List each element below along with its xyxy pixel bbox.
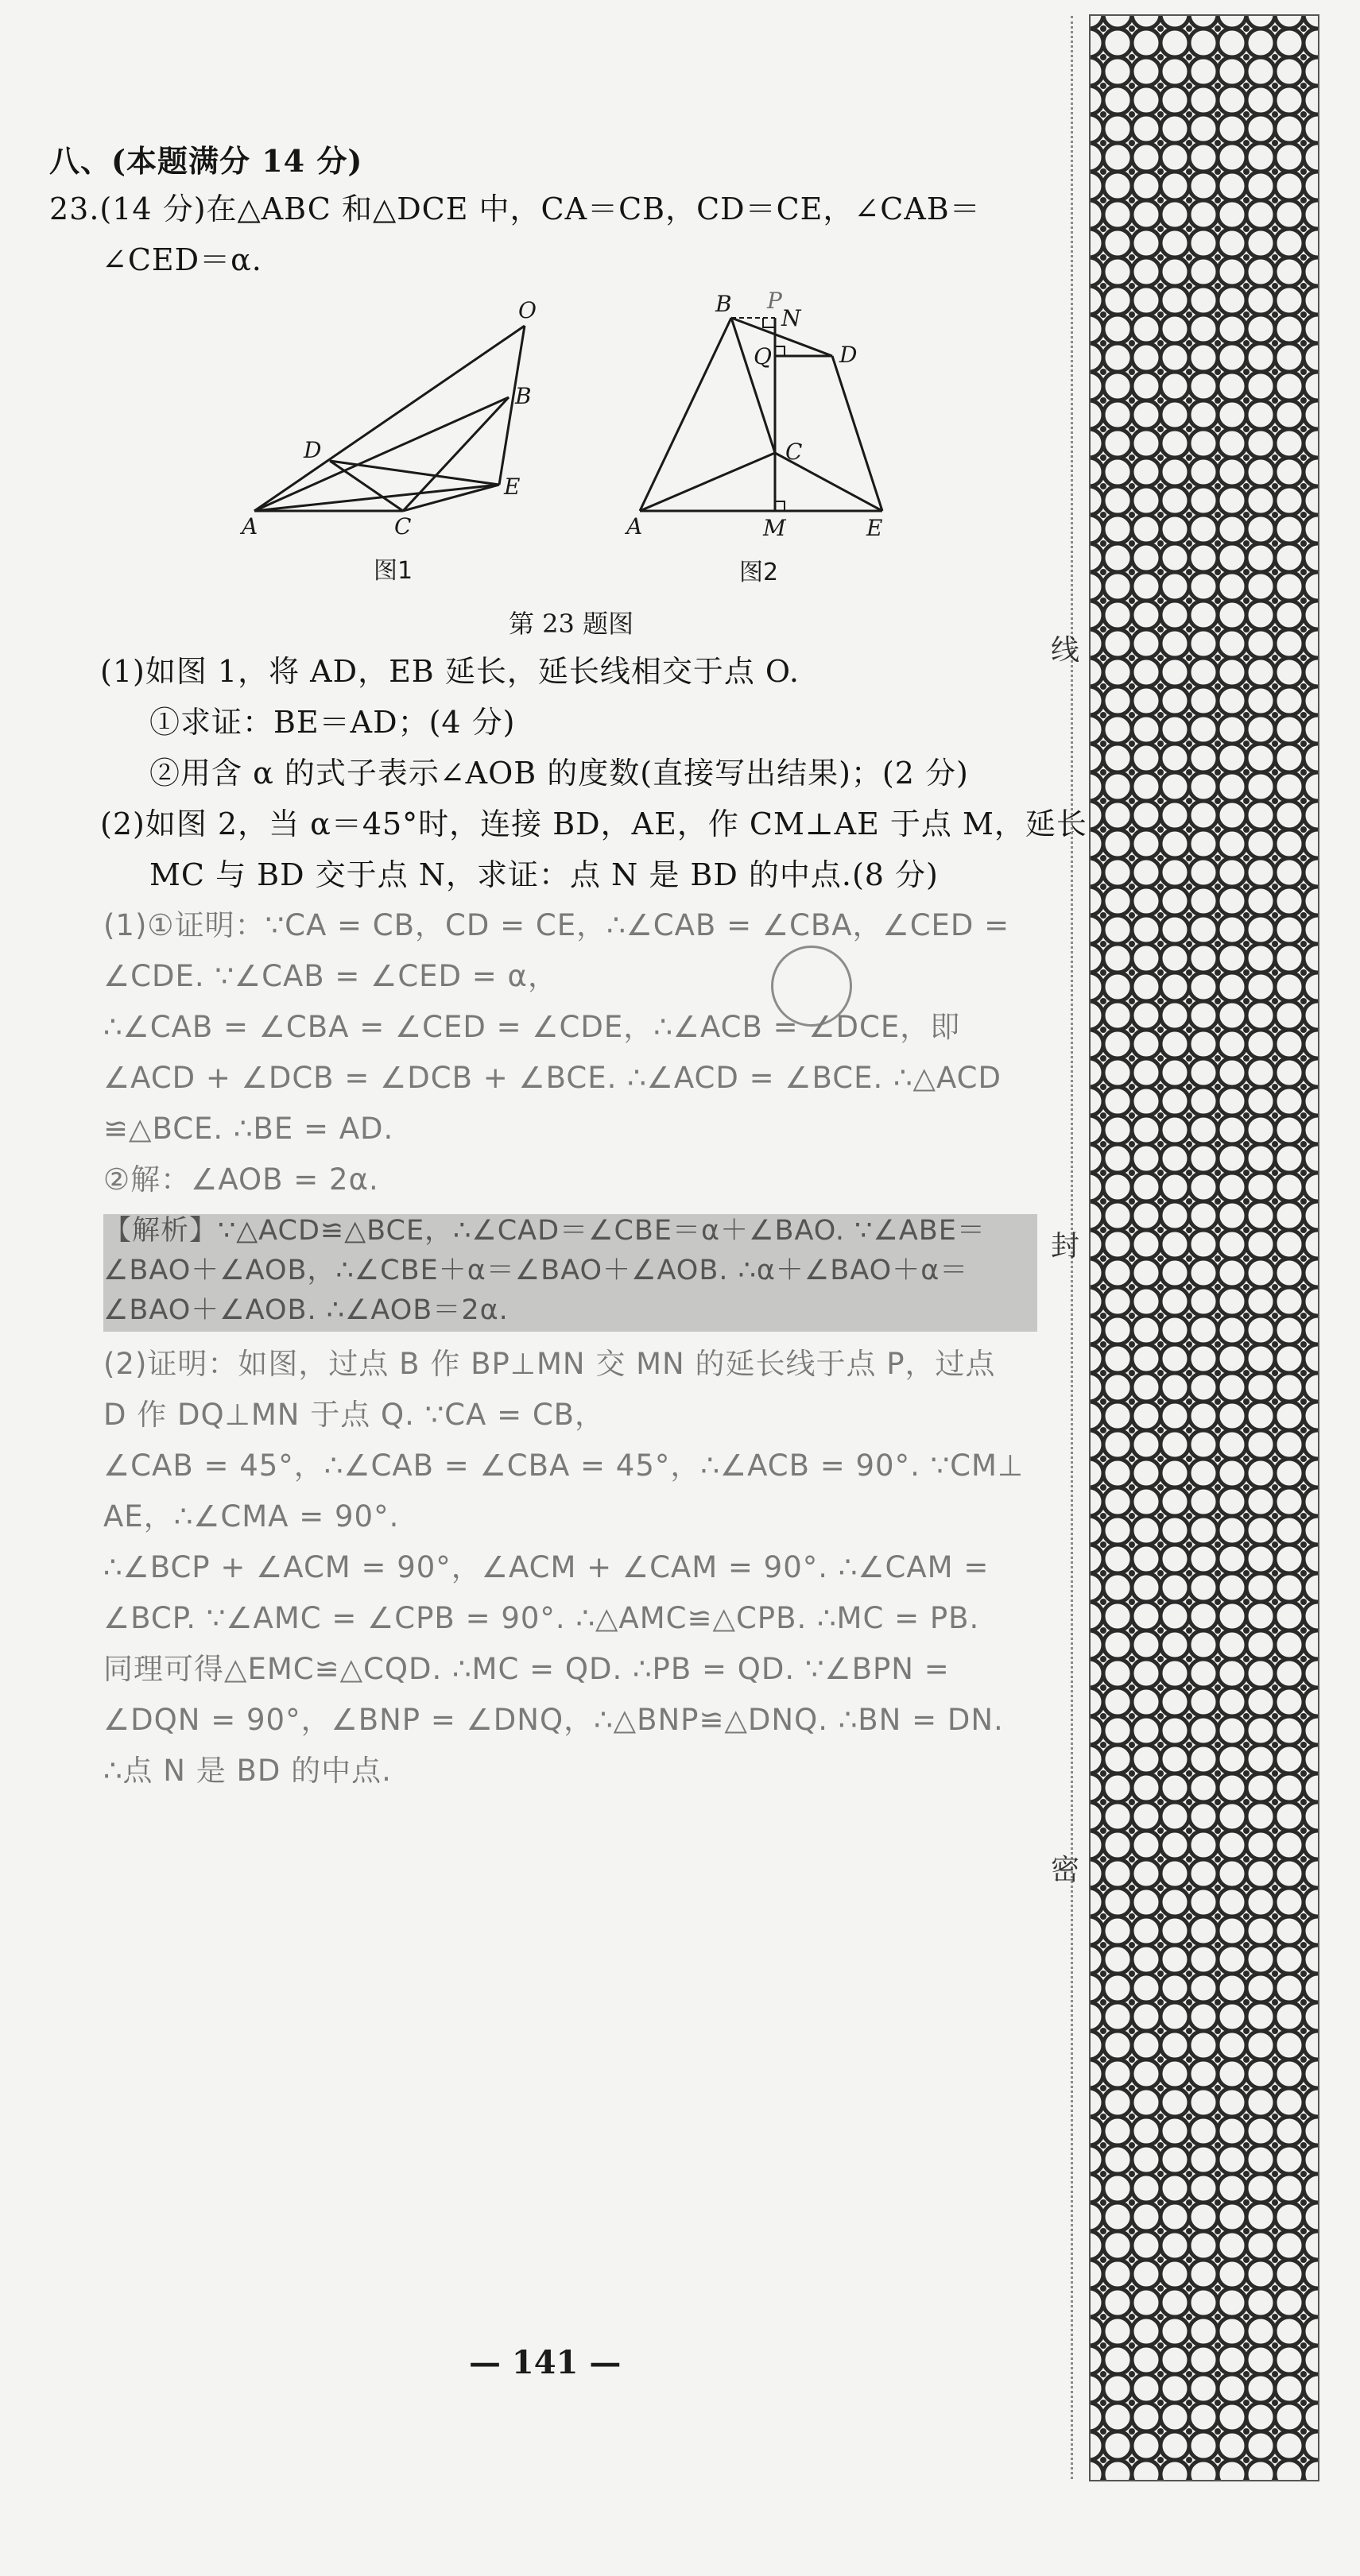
fig2-label-P: P [767, 288, 782, 314]
figure-caption: 第 23 题图 [509, 609, 634, 639]
answer2-line-2: D 作 DQ⊥MN 于点 Q. ∵CA = CB， [103, 1398, 606, 1432]
analysis-line-1: 【解析】∵△ACD≌△BCE，∴∠CAD＝∠CBE＝α＋∠BAO. ∵∠ABE＝ [103, 1215, 986, 1247]
answer2-line-7: 同理可得△EMC≌△CQD. ∴MC = QD. ∴PB = QD. ∵∠BPN = [103, 1652, 950, 1686]
answer2-line-8: ∠DQN = 90°，∠BNP = ∠DNQ，∴△BNP≌△DNQ. ∴BN = DN. [103, 1703, 1004, 1737]
answer2-line-9: ∴点 N 是 BD 的中点. [103, 1754, 392, 1788]
fig2-label-E: E [866, 515, 883, 541]
fig2-label-C: C [785, 439, 803, 465]
figure-2-caption: 图2 [739, 559, 779, 586]
section-header: 八、(本题满分 14 分) [49, 143, 363, 179]
fig2-label-N: N [781, 305, 801, 331]
question-2: (2)如图 2，当 α＝45°时，连接 BD，AE，作 CM⊥AE 于点 M，延长 [100, 806, 1087, 841]
fig1-label-C: C [394, 513, 412, 540]
fig2-label-A: A [626, 513, 643, 540]
figure-1 [231, 294, 564, 588]
fig2-label-Q: Q [754, 343, 772, 369]
figure-2 [620, 286, 922, 588]
analysis-line-2: ∠BAO＋∠AOB，∴∠CBE＋α＝∠BAO＋∠AOB. ∴α＋∠BAO＋α＝ [103, 1255, 969, 1286]
answer-line-3: ∴∠CAB = ∠CBA = ∠CED = ∠CDE，∴∠ACB = ∠DCE，即 [103, 1010, 961, 1044]
fig2-label-M: M [763, 515, 786, 541]
answer2-line-6: ∠BCP. ∵∠AMC = ∠CPB = 90°. ∴△AMC≌△CPB. ∴MC = PB. [103, 1601, 980, 1635]
side-label-line: 线 [1050, 634, 1079, 667]
answer-line-4: ∠ACD + ∠DCB = ∠DCB + ∠BCE. ∴∠ACD = ∠BCE. ∴△ACD [103, 1061, 1002, 1095]
fig1-label-E: E [504, 474, 521, 500]
fig2-label-B: B [715, 291, 732, 317]
fig1-label-D: D [304, 437, 322, 463]
page-number: — 141 — [469, 2344, 622, 2381]
answer2-line-1: (2)证明：如图，过点 B 作 BP⊥MN 交 MN 的延长线于点 P，过点 [103, 1347, 996, 1381]
answer-line-2: ∠CDE. ∵∠CAB = ∠CED = α， [103, 959, 558, 993]
side-label-secret: 密 [1050, 1854, 1079, 1886]
answer2-line-4: AE，∴∠CMA = 90°. [103, 1499, 400, 1534]
fig1-label-B: B [515, 383, 532, 409]
problem-line-1: 23.(14 分)在△ABC 和△DCE 中，CA＝CB，CD＝CE，∠CAB＝ [49, 191, 981, 226]
answer2-line-3: ∠CAB = 45°，∴∠CAB = ∠CBA = 45°，∴∠ACB = 90°. ∵CM⊥ [103, 1449, 1025, 1483]
question-1-1: ①求证：BE＝AD；(4 分) [149, 705, 516, 740]
question-2-cont: MC 与 BD 交于点 N，求证：点 N 是 BD 的中点.(8 分) [149, 857, 939, 892]
fig1-label-O: O [518, 297, 537, 323]
fig1-label-A: A [242, 513, 258, 540]
analysis-line-3: ∠BAO＋∠AOB. ∴∠AOB＝2α. [103, 1294, 509, 1326]
question-1: (1)如图 1，将 AD，EB 延长，延长线相交于点 O. [100, 654, 800, 689]
answer-line-6: ②解：∠AOB = 2α. [103, 1162, 379, 1197]
answer-line-5: ≌△BCE. ∴BE = AD. [103, 1112, 394, 1146]
figure-1-caption: 图1 [374, 557, 413, 585]
question-1-2: ②用含 α 的式子表示∠AOB 的度数(直接写出结果)；(2 分) [149, 756, 969, 791]
answer-line-1: (1)①证明：∵CA = CB，CD = CE，∴∠CAB = ∠CBA，∠CED = [103, 908, 1010, 942]
side-label-seal: 封 [1050, 1230, 1079, 1263]
decorative-pattern-strip [1089, 14, 1319, 2481]
problem-line-2: ∠CED＝α. [102, 242, 262, 277]
fig2-label-D: D [839, 342, 858, 368]
answer2-line-5: ∴∠BCP + ∠ACM = 90°，∠ACM + ∠CAM = 90°. ∴∠CAM = [103, 1550, 990, 1584]
